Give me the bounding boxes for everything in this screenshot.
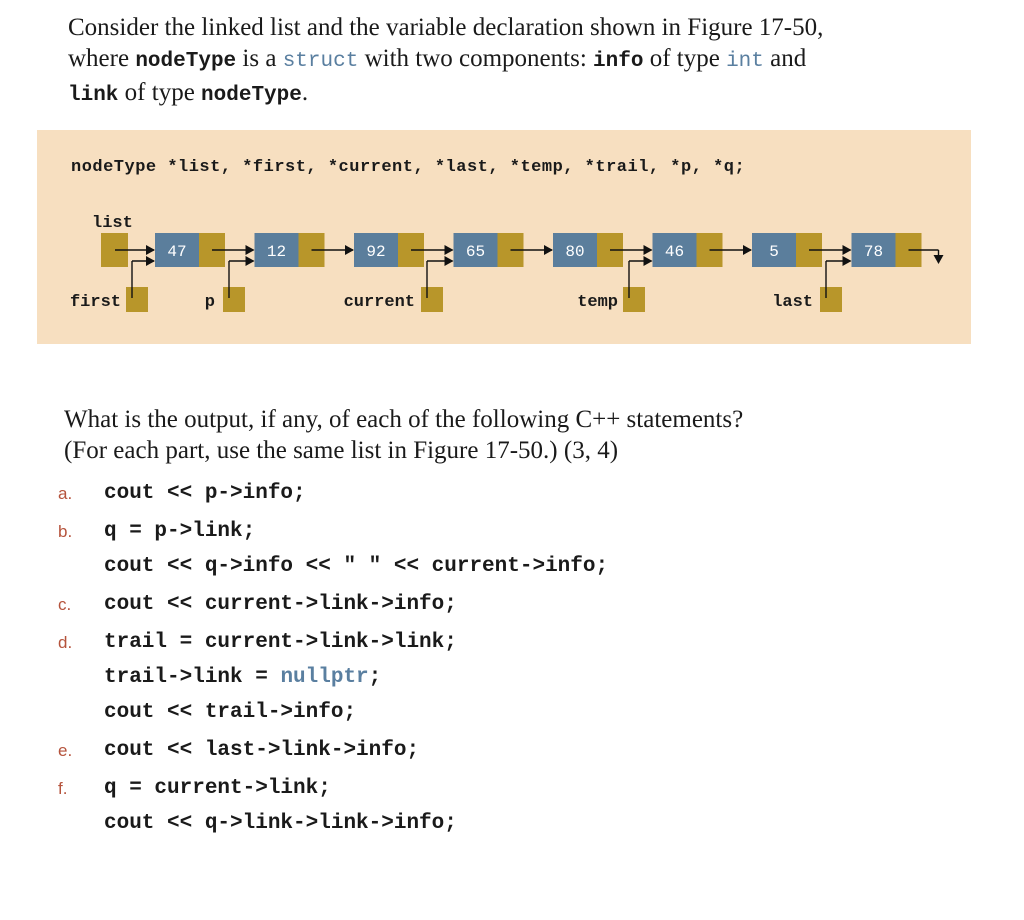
intro-line-2: where nodeType is a struct with two components: info of type int and	[68, 45, 807, 73]
code-int: int	[726, 50, 764, 73]
node-value-65: 65	[465, 243, 486, 261]
part-c-line-1: cout << current->link->info;	[104, 593, 457, 616]
code-info: info	[593, 50, 644, 73]
link-arrow-4	[644, 245, 653, 255]
pointer-box-temp	[623, 287, 645, 312]
pointer-box-p	[223, 287, 245, 312]
link-arrow-3	[544, 245, 553, 255]
part-f-line-1: q = current->link;	[104, 777, 331, 800]
linked-list-diagram	[37, 130, 971, 344]
link-arrow-2	[445, 245, 454, 255]
node-value-92: 92	[366, 243, 386, 261]
part-a-line-1: cout << p->info;	[104, 482, 306, 505]
link-arrow-6	[843, 245, 852, 255]
pointer-label-last: last	[772, 293, 813, 312]
code-nodetype-2: nodeType	[201, 84, 302, 107]
node-value-80: 80	[565, 243, 585, 261]
part-f-letter: f.	[58, 779, 68, 798]
list-label: list	[92, 214, 133, 233]
part-c-letter: c.	[58, 595, 72, 614]
question-text	[64, 404, 964, 466]
pointer-box-last	[820, 287, 842, 312]
part-d-line-3: cout << trail->info;	[104, 701, 357, 724]
code-struct: struct	[282, 50, 359, 73]
pointer-arrow-temp	[644, 256, 653, 266]
pointer-arrow-current	[445, 256, 454, 266]
part-d-line-2: trail->link = nullptr;	[104, 666, 382, 689]
list-head-arrow	[146, 245, 155, 255]
code-nullptr: nullptr	[280, 666, 369, 689]
link-arrow-0	[246, 245, 255, 255]
intro-line-3: link of type nodeType.	[68, 79, 309, 107]
question-line-1: What is the output, if any, of each of the following C++ statements?	[64, 406, 744, 433]
code-link: link	[68, 84, 119, 107]
part-f-line-2: cout << q->link->link->info;	[104, 812, 457, 835]
node-value-12: 12	[266, 243, 287, 261]
figure-17-50	[37, 130, 971, 344]
part-b-letter: b.	[58, 522, 73, 541]
pointer-box-first	[126, 287, 148, 312]
part-d-line-1: trail = current->link->link;	[104, 631, 457, 654]
pointer-label-current: current	[343, 293, 415, 312]
node-value-46: 46	[664, 243, 685, 261]
intro-paragraph	[68, 12, 968, 111]
variable-declaration: nodeType *list, *first, *current, *last, *temp, *trail, *p, *q;	[71, 158, 746, 177]
node-value-47: 47	[167, 243, 187, 261]
pointer-box-current	[421, 287, 443, 312]
link-arrow-5	[743, 245, 752, 255]
part-a-letter: a.	[58, 484, 73, 503]
part-d-letter: d.	[58, 633, 73, 652]
node-value-78: 78	[863, 243, 884, 261]
link-arrow-1	[345, 245, 354, 255]
pointer-label-first: first	[69, 293, 121, 312]
part-e-letter: e.	[58, 741, 73, 760]
pointer-arrow-first	[146, 256, 155, 266]
pointer-label-temp: temp	[577, 293, 618, 312]
pointer-arrow-last	[843, 256, 852, 266]
code-nodetype: nodeType	[135, 50, 237, 73]
part-b-line-2: cout << q->info << " " << current->info;	[104, 555, 609, 578]
null-arrow	[934, 255, 944, 264]
node-value-5: 5	[769, 243, 779, 261]
part-e-line-1: cout << last->link->info;	[104, 739, 420, 762]
intro-line-1: Consider the linked list and the variable declaration shown in Figure 17-50,	[68, 14, 824, 41]
part-b-line-1: q = p->link;	[104, 520, 256, 543]
pointer-arrow-p	[246, 256, 255, 266]
pointer-label-p: p	[204, 293, 215, 312]
question-line-2: (For each part, use the same list in Figure 17-50.) (3, 4)	[64, 437, 619, 464]
